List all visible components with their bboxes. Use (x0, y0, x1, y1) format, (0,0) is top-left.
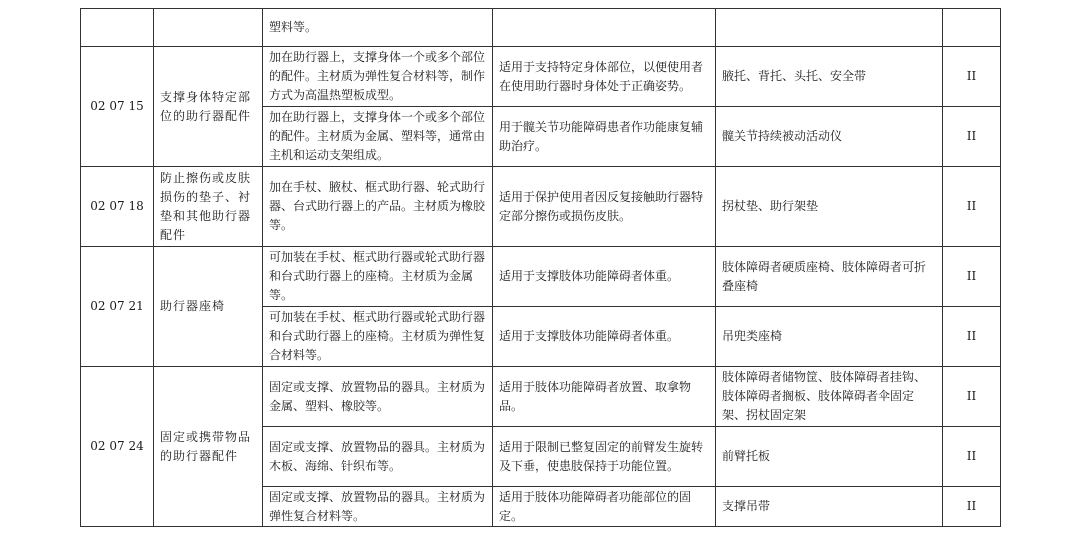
device-classification-table (80, 8, 1001, 527)
example-cell: 腋托、背托、头托、安全带 (716, 47, 943, 107)
class-cell: II (943, 487, 1001, 527)
table-row (81, 9, 1001, 47)
code-cell: 02 07 21 (81, 247, 154, 367)
example-cell: 肢体障碍者储物筐、肢体障碍者挂钩、肢体障碍者搁板、肢体障碍者伞固定架、拐杖固定架 (716, 367, 943, 427)
intended-use-cell: 适用于支持特定身体部位，以便使用者在使用助行器时身体处于正确姿势。 (493, 47, 716, 107)
description-cell: 固定或支撑、放置物品的器具。主材质为金属、塑料、橡胶等。 (263, 367, 493, 427)
intended-use-cell: 适用于肢体功能障碍者放置、取拿物品。 (493, 367, 716, 427)
intended-use-cell (493, 9, 716, 47)
product-category-cell: 防止擦伤或皮肤损伤的垫子、衬垫和其他助行器配件 (154, 167, 263, 247)
intended-use-cell: 适用于限制已整复固定的前臂发生旋转及下垂，使患肢保持于功能位置。 (493, 427, 716, 487)
example-cell: 吊兜类座椅 (716, 307, 943, 367)
intended-use-cell: 用于髋关节功能障碍患者作功能康复辅助治疗。 (493, 107, 716, 167)
intended-use-cell: 适用于肢体功能障碍者功能部位的固定。 (493, 487, 716, 527)
product-category-cell: 支撑身体特定部位的助行器配件 (154, 47, 263, 167)
class-cell: II (943, 427, 1001, 487)
code-cell: 02 07 18 (81, 167, 154, 247)
description-cell: 加在助行器上，支撑身体一个或多个部位的配件。主材质为弹性复合材料等，制作方式为高温热塑板成型。 (263, 47, 493, 107)
example-cell: 支撑吊带 (716, 487, 943, 527)
table-row (81, 247, 1001, 307)
class-cell: II (943, 107, 1001, 167)
class-cell: II (943, 47, 1001, 107)
product-category-cell: 助行器座椅 (154, 247, 263, 367)
class-cell: II (943, 367, 1001, 427)
description-cell: 可加装在手杖、框式助行器或轮式助行器和台式助行器上的座椅。主材质为金属等。 (263, 247, 493, 307)
table-row (81, 167, 1001, 247)
code-cell: 02 07 24 (81, 367, 154, 527)
code-cell (81, 9, 154, 47)
class-cell (943, 9, 1001, 47)
example-cell: 髋关节持续被动活动仪 (716, 107, 943, 167)
table-row (81, 367, 1001, 427)
example-cell: 前臂托板 (716, 427, 943, 487)
description-cell: 固定或支撑、放置物品的器具。主材质为木板、海绵、针织布等。 (263, 427, 493, 487)
description-cell: 塑料等。 (263, 9, 493, 47)
code-cell: 02 07 15 (81, 47, 154, 167)
example-cell (716, 9, 943, 47)
description-cell: 可加装在手杖、框式助行器或轮式助行器和台式助行器上的座椅。主材质为弹性复合材料等。 (263, 307, 493, 367)
intended-use-cell: 适用于支撑肢体功能障碍者体重。 (493, 307, 716, 367)
class-cell: II (943, 247, 1001, 307)
description-cell: 加在手杖、腋杖、框式助行器、轮式助行器、台式助行器上的产品。主材质为橡胶等。 (263, 167, 493, 247)
table-row (81, 47, 1001, 107)
example-cell: 肢体障碍者硬质座椅、肢体障碍者可折叠座椅 (716, 247, 943, 307)
intended-use-cell: 适用于保护使用者因反复接触助行器特定部分擦伤或损伤皮肤。 (493, 167, 716, 247)
product-category-cell (154, 9, 263, 47)
description-cell: 固定或支撑、放置物品的器具。主材质为弹性复合材料等。 (263, 487, 493, 527)
example-cell: 拐杖垫、助行架垫 (716, 167, 943, 247)
product-category-cell: 固定或携带物品的助行器配件 (154, 367, 263, 527)
class-cell: II (943, 167, 1001, 247)
intended-use-cell: 适用于支撑肢体功能障碍者体重。 (493, 247, 716, 307)
description-cell: 加在助行器上，支撑身体一个或多个部位的配件。主材质为金属、塑料等，通常由主机和运动支架组成。 (263, 107, 493, 167)
class-cell: II (943, 307, 1001, 367)
